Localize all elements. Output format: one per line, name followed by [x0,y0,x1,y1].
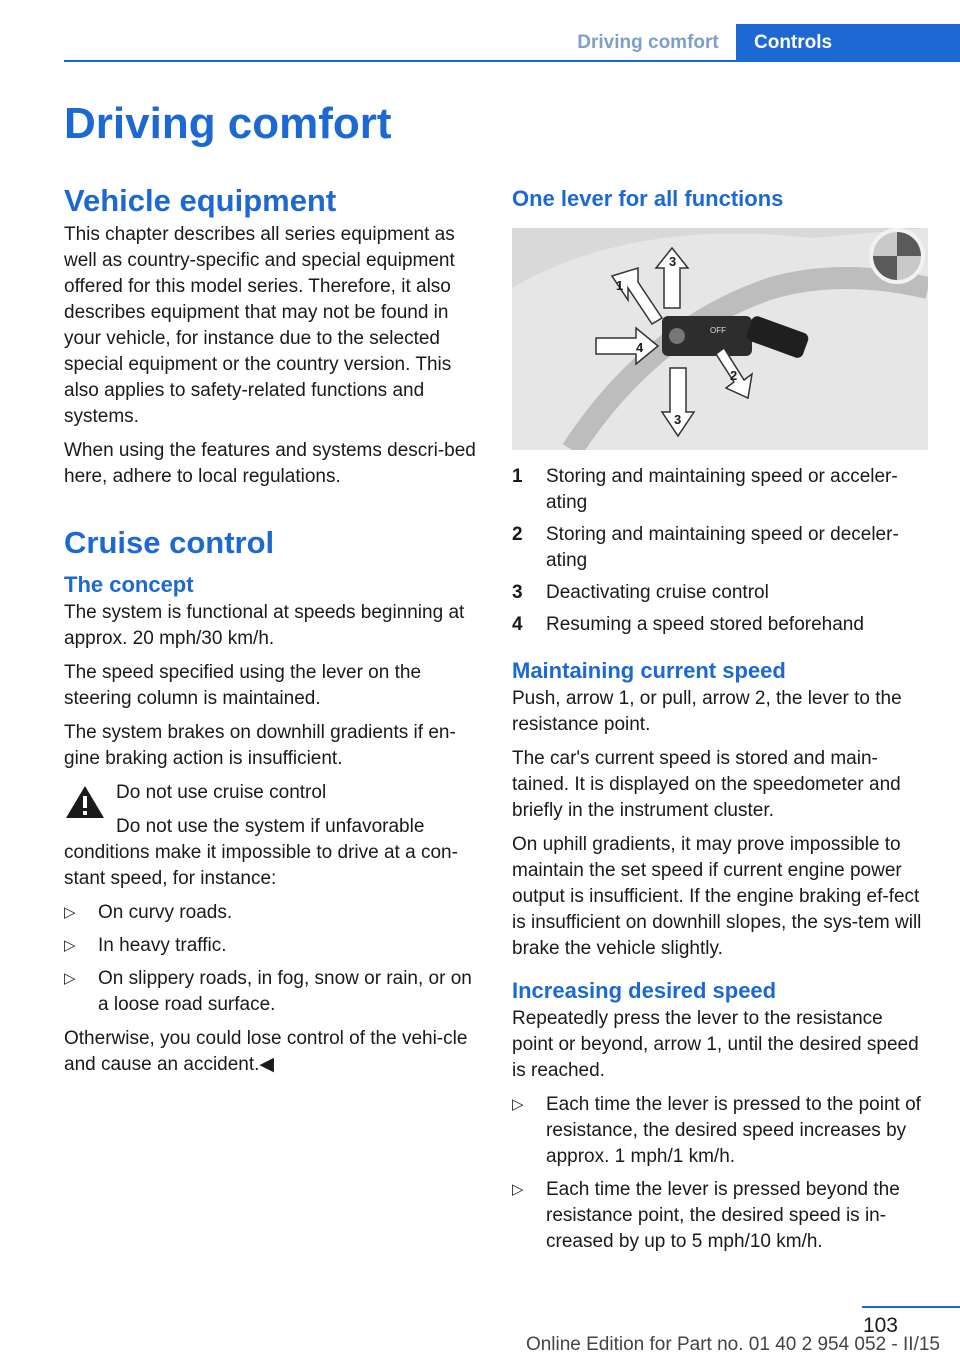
list-item-text: In heavy traffic. [98,935,227,956]
legend-text: Storing and maintaining speed or acceler‐ating [546,466,898,513]
list-item [64,933,482,959]
svg-text:4: 4 [636,340,644,355]
increasing-heading: Increasing desired speed [512,978,777,1003]
triangle-bullet-icon: ▷ [64,937,76,954]
concept-heading: The concept [64,572,194,597]
list-item-text: On curvy roads. [98,902,233,923]
legend-number: 4 [512,614,523,635]
legend-item [512,522,928,574]
footer-rule [862,1306,960,1308]
legend-number: 2 [512,524,523,545]
left-column [64,180,482,1086]
svg-text:3: 3 [669,254,677,269]
vehicle-equipment-paragraph-1: This chapter describes all series equipment as well as country-specific and special equipment offered for this model series. Therefore, it also describes equipment that may not be found in your vehicle, for instance due to the selected special equipment or the country version. This also applies to safety-related functions and systems. [64,224,455,427]
header-chapter-tab: Controls [736,24,960,62]
legend-number: 1 [512,466,523,487]
maintaining-paragraph-1: Push, arrow 1, or pull, arrow 2, the lever to the resistance point. [512,688,902,735]
svg-text:3: 3 [674,412,682,427]
maintaining-heading: Maintaining current speed [512,658,786,683]
legend-text: Storing and maintaining speed or deceler‐ating [546,524,899,571]
svg-text:2: 2 [730,368,738,383]
figure-legend [512,464,928,638]
concept-paragraph-3: The system brakes on downhill gradients if en‐gine braking action is insufficient. [64,722,456,769]
maintaining-paragraph-2: The car's current speed is stored and main‐tained. It is displayed on the speedometer and briefly in the instrument cluster. [512,748,901,821]
header-section-label: Driving comfort [577,32,719,53]
increasing-paragraph-1: Repeatedly press the lever to the resistance point or beyond, arrow 1, until the desired speed is reached. [512,1008,919,1081]
lever-off-label: OFF [710,326,726,335]
triangle-bullet-icon: ▷ [64,904,76,921]
list-item [64,900,482,926]
warning-text: Do not use the system if unfavorable conditions make it impossible to drive at a con‐stant speed, for instance: [64,816,458,889]
triangle-bullet-icon: ▷ [64,970,76,987]
cruise-control-heading: Cruise control [64,525,275,560]
legend-text: Resuming a speed stored beforehand [546,614,864,635]
list-item-text: On slippery roads, in fog, snow or rain, or on a loose road surface. [98,968,472,1015]
maintaining-paragraph-3: On uphill gradients, it may prove impossible to maintain the set speed if current engine power output is insufficient. If the engine braking ef‐fect is insufficient on downhill slopes, the sys‐tem will brake the vehicle slightly. [512,834,922,959]
increasing-list [512,1092,928,1255]
list-item [512,1092,928,1170]
legend-text: Deactivating cruise control [546,582,769,603]
vehicle-equipment-heading: Vehicle equipment [64,183,337,218]
list-item-text: Each time the lever is pressed beyond the resistance point, the desired speed is in‐creased by up to 5 mph/10 km/h. [546,1179,900,1252]
triangle-bullet-icon: ▷ [512,1181,524,1198]
legend-number: 3 [512,582,523,603]
footer-edition: Online Edition for Part no. 01 40 2 954 052 - II/15 [525,1334,940,1355]
page-title: Driving comfort [64,99,392,148]
list-item [512,1177,928,1255]
concept-paragraph-1: The system is functional at speeds beginning at approx. 20 mph/30 km/h. [64,602,465,649]
warning-box [64,780,482,892]
triangle-bullet-icon: ▷ [512,1096,524,1113]
cruise-control-lever-figure [512,228,928,450]
list-item [64,966,482,1018]
svg-text:1: 1 [616,278,624,293]
warning-list [64,900,482,1018]
vehicle-equipment-paragraph-2: When using the features and systems descri‐bed here, adhere to local regulations. [64,440,476,487]
page-number: 103 [862,1314,898,1337]
warning-title: Do not use cruise control [116,782,327,803]
warning-closing: Otherwise, you could lose control of the vehi‐cle and cause an accident.◀ [64,1028,468,1075]
legend-item [512,580,928,606]
legend-item [512,612,928,638]
list-item-text: Each time the lever is pressed to the point of resistance, the desired speed increases by approx. 1 mph/1 km/h. [546,1094,921,1167]
right-column [512,180,928,1263]
lever-heading: One lever for all functions [512,186,784,211]
legend-item [512,464,928,516]
concept-paragraph-2: The speed specified using the lever on the steering column is maintained. [64,662,422,709]
warning-triangle-icon [64,784,106,820]
